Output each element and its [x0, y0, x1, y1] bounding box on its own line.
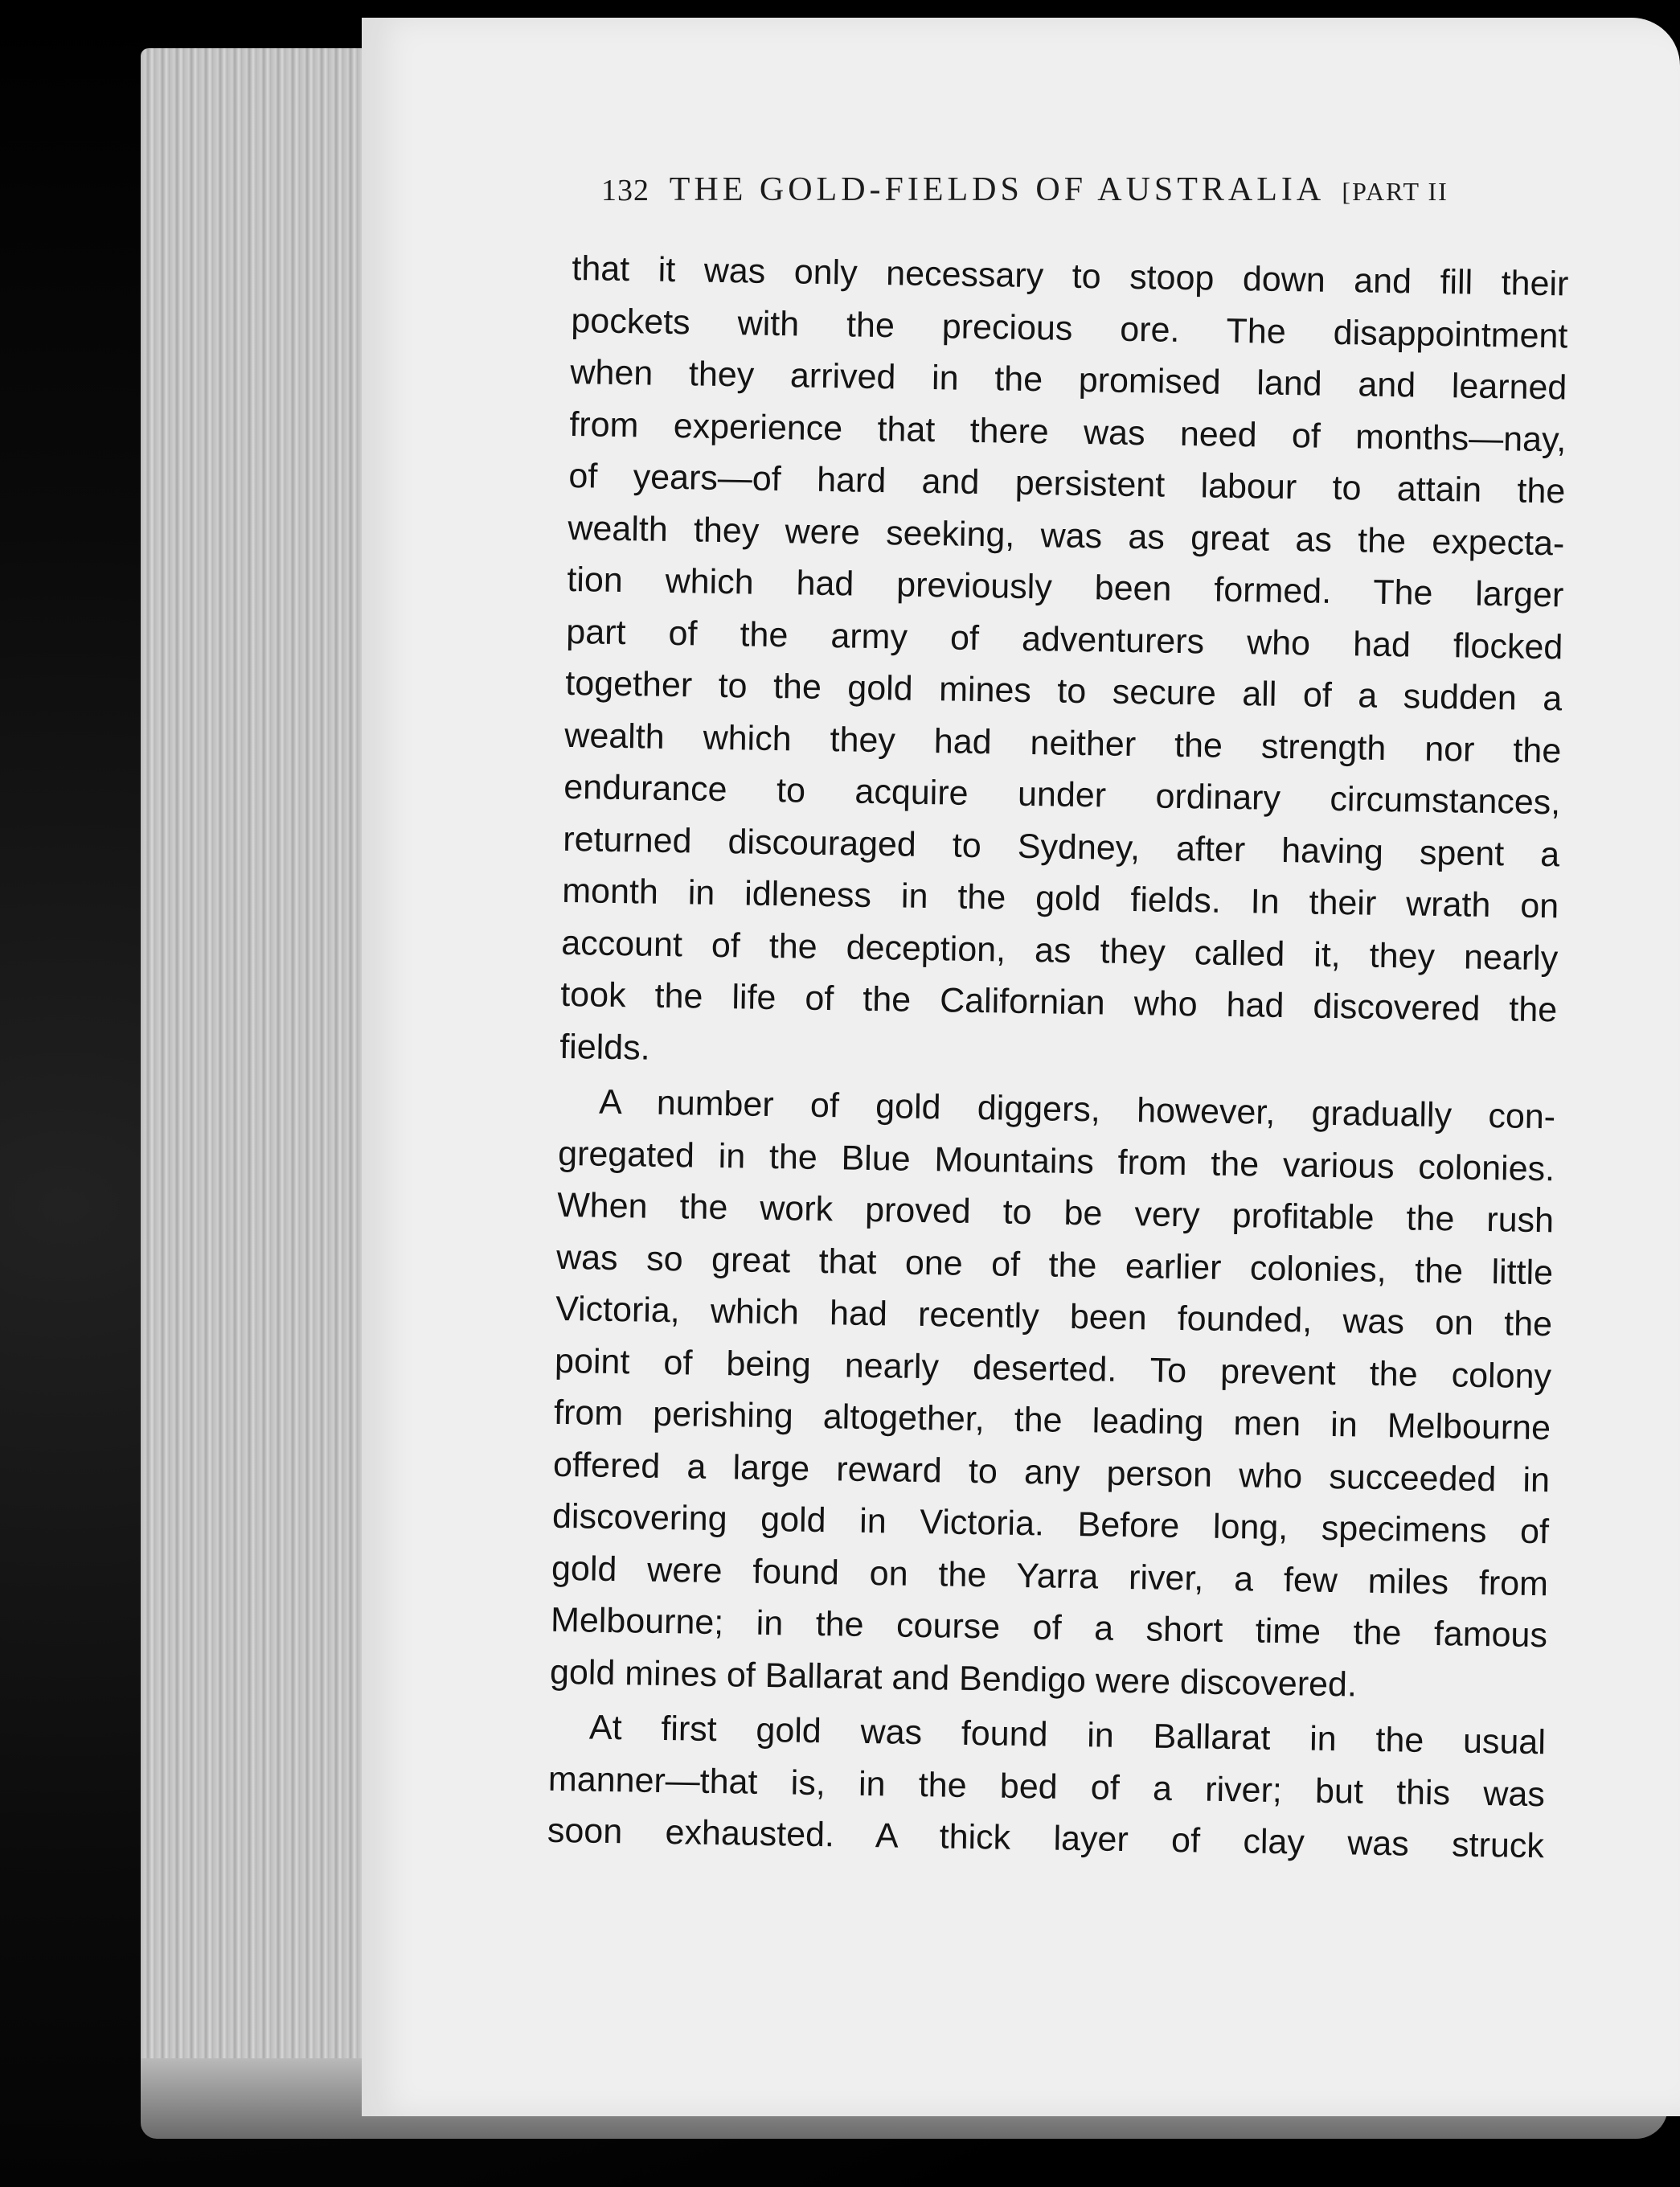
text-line: Victoria, which had recently been founded, was on the — [555, 1289, 1553, 1344]
text-line: from perishing altogether, the leading men in Melbourne — [553, 1393, 1551, 1448]
text-line: discovering gold in Victoria. Before long, specimens of — [551, 1496, 1550, 1552]
text-line: fields. — [559, 1027, 651, 1068]
text-line: Melbourne; in the course of a short time the famous — [550, 1600, 1548, 1656]
text-line: manner—that is, in the bed of a river; but this was — [547, 1759, 1546, 1814]
text-line: endurance to acquire under ordinary circumstances, — [563, 767, 1561, 823]
text-line: offered a large reward to any person who succeeded in — [552, 1445, 1551, 1500]
text-line: returned discouraged to Sydney, after having spent a — [562, 819, 1560, 874]
text-line: from experience that there was need of months—nay, — [569, 404, 1567, 459]
text-line: together to the gold mines to secure all of a sudden a — [565, 663, 1563, 719]
text-line: wealth which they had neither the strength nor the — [564, 716, 1562, 770]
paragraph — [559, 243, 1569, 1088]
text-line: gold were found on the Yarra river, a few miles from — [551, 1549, 1549, 1603]
paragraph — [550, 1076, 1556, 1713]
text-line: was so great that one of the earlier colonies, the little — [555, 1237, 1554, 1292]
text-line: soon exhausted. A thick layer of clay was struck — [547, 1811, 1545, 1866]
text-line: A number of gold diggers, however, gradually con- — [598, 1082, 1556, 1137]
body-text — [547, 243, 1568, 1873]
paragraph — [547, 1701, 1546, 1873]
text-line: account of the deception, as they called it, they nearly — [560, 923, 1559, 978]
part-label: [PART II — [1342, 177, 1448, 206]
running-head — [601, 170, 1614, 209]
text-line: At first gold was found in Ballarat in the usual — [588, 1708, 1547, 1762]
text-line: pockets with the precious ore. The disappointment — [571, 301, 1568, 355]
text-line: When the work proved to be very profitable the rush — [556, 1185, 1555, 1241]
text-line: wealth they were seeking, was as great as the expecta- — [568, 508, 1565, 563]
page-number: 132 — [601, 174, 649, 207]
running-title: THE GOLD-FIELDS OF AUSTRALIA — [669, 171, 1323, 208]
text-line: that it was only necessary to stoop down and fill their — [572, 248, 1569, 304]
text-line: point of being nearly deserted. To prevent the colony — [554, 1341, 1552, 1396]
text-line: tion which had previously been formed. The larger — [567, 560, 1564, 615]
text-line: part of the army of adventurers who had flocked — [566, 612, 1563, 667]
text-line: gregated in the Blue Mountains from the various colonies. — [557, 1134, 1555, 1188]
text-line: took the life of the Californian who had discovered the — [559, 975, 1558, 1030]
page-stack-edge — [141, 48, 382, 2139]
text-line: of years—of hard and persistent labour to attain the — [568, 456, 1566, 511]
text-line: month in idleness in the gold fields. In their wrath on — [561, 871, 1559, 926]
text-line: when they arrived in the promised land and learned — [570, 352, 1567, 408]
text-line: gold mines of Ballarat and Bendigo were discovered. — [549, 1652, 1358, 1705]
